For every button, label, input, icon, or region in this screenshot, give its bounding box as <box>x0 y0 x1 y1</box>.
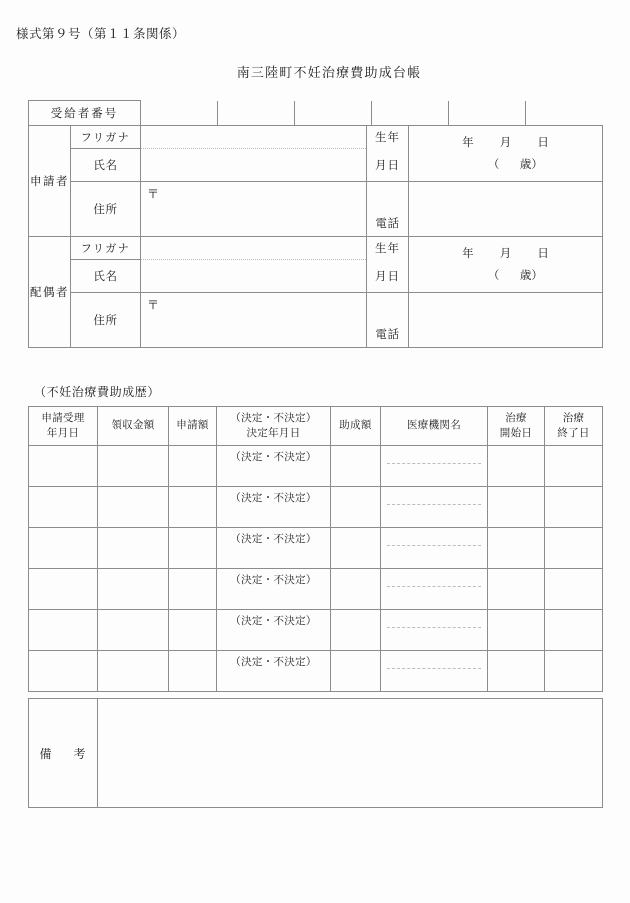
spouse-dob-label-line2: 月日 <box>367 260 409 293</box>
recipient-number-cell[interactable] <box>372 101 449 125</box>
recipient-number-cell[interactable] <box>526 101 603 125</box>
remarks-value[interactable] <box>98 699 603 808</box>
cell-receipt-date[interactable] <box>29 528 98 569</box>
dob-day-label: 日 <box>537 134 549 149</box>
applicant-name-value[interactable] <box>141 149 367 182</box>
cell-hospital[interactable] <box>381 446 488 487</box>
cell-decision[interactable]: （決定・不決定） <box>217 446 331 487</box>
cell-applied-amount[interactable] <box>169 610 217 651</box>
cell-applied-amount[interactable] <box>169 651 217 692</box>
cell-treat-start[interactable] <box>488 569 545 610</box>
cell-decision[interactable]: （決定・不決定） <box>217 651 331 692</box>
cell-treat-start[interactable] <box>488 487 545 528</box>
hospital-dashed-line <box>387 545 481 546</box>
spouse-name-value[interactable] <box>141 260 367 293</box>
recipient-number-cell[interactable] <box>141 101 218 125</box>
spouse-phone-label-spacer <box>367 293 409 321</box>
applicant-name-label: 氏名 <box>71 149 141 182</box>
history-col-receipt-amount: 領収金額 <box>98 407 169 446</box>
cell-treat-end[interactable] <box>545 446 603 487</box>
cell-receipt-amount[interactable] <box>98 610 169 651</box>
history-col-applied-amount: 申請額 <box>169 407 217 446</box>
cell-receipt-date[interactable] <box>29 569 98 610</box>
history-header-row <box>29 407 603 446</box>
recipient-number-cell[interactable] <box>218 101 295 125</box>
spouse-phone-label: 電話 <box>367 320 409 348</box>
dob-month-label: 月 <box>499 134 512 149</box>
applicant-phone-label: 電話 <box>367 209 409 237</box>
applicant-phone-value[interactable] <box>409 182 603 237</box>
cell-receipt-date[interactable] <box>29 651 98 692</box>
form-number: 様式第９号（第１１条関係） <box>16 26 186 41</box>
cell-treat-end[interactable] <box>545 569 603 610</box>
recipient-number-cell[interactable] <box>449 101 526 125</box>
dob-year-label: 年 <box>462 134 474 149</box>
spouse-address-row <box>29 293 603 321</box>
history-caption: （不妊治療費助成歴） <box>34 385 161 399</box>
applicant-address-label: 住所 <box>71 182 141 237</box>
applicant-dob-label-line2: 月日 <box>367 149 409 182</box>
spouse-phone-value[interactable] <box>409 293 603 348</box>
cell-receipt-amount[interactable] <box>98 651 169 692</box>
dob-age-open-paren: （ <box>487 267 500 282</box>
cell-treat-end[interactable] <box>545 528 603 569</box>
cell-receipt-date[interactable] <box>29 610 98 651</box>
hospital-dashed-line <box>387 463 481 464</box>
cell-receipt-amount[interactable] <box>98 487 169 528</box>
table-row <box>29 487 603 528</box>
cell-hospital[interactable] <box>381 610 488 651</box>
history-col-treat-end: 治療 終了日 <box>545 407 603 446</box>
cell-treat-start[interactable] <box>488 528 545 569</box>
table-row <box>29 446 603 487</box>
cell-receipt-amount[interactable] <box>98 446 169 487</box>
spouse-dob-label-line1: 生年 <box>367 237 409 260</box>
cell-treat-start[interactable] <box>488 651 545 692</box>
cell-applied-amount[interactable] <box>169 569 217 610</box>
recipient-number-label: 受給者番号 <box>29 101 141 126</box>
applicant-furigana-row <box>29 126 603 149</box>
spouse-address-value[interactable] <box>141 293 367 348</box>
cell-decision[interactable]: （決定・不決定） <box>217 487 331 528</box>
remarks-table <box>28 698 603 808</box>
cell-treat-end[interactable] <box>545 651 603 692</box>
applicant-phone-label-spacer <box>367 182 409 210</box>
cell-hospital[interactable] <box>381 528 488 569</box>
dob-age-unit: 歳） <box>519 156 543 171</box>
cell-applied-amount[interactable] <box>169 528 217 569</box>
applicant-group-label: 申請者 <box>29 126 71 237</box>
spouse-furigana-label: フリガナ <box>71 237 141 260</box>
cell-subsidy-amount[interactable] <box>331 487 381 528</box>
cell-decision[interactable]: （決定・不決定） <box>217 528 331 569</box>
history-table <box>28 406 603 692</box>
recipient-number-row <box>29 101 603 126</box>
cell-subsidy-amount[interactable] <box>331 651 381 692</box>
cell-hospital[interactable] <box>381 651 488 692</box>
table-row <box>29 528 603 569</box>
dob-age-unit: 歳） <box>519 267 543 282</box>
cell-decision[interactable]: （決定・不決定） <box>217 610 331 651</box>
applicant-address-row <box>29 182 603 210</box>
document-title-text: 南三陸町不妊治療費助成台帳 <box>236 66 422 81</box>
cell-subsidy-amount[interactable] <box>331 528 381 569</box>
cell-subsidy-amount[interactable] <box>331 610 381 651</box>
dob-age-open-paren: （ <box>487 156 500 171</box>
postal-mark-icon: 〒 <box>147 298 160 312</box>
cell-receipt-date[interactable] <box>29 487 98 528</box>
spouse-dob-value[interactable] <box>409 237 603 293</box>
spouse-furigana-value[interactable] <box>141 237 367 260</box>
cell-treat-start[interactable] <box>488 610 545 651</box>
remarks-row <box>29 699 603 808</box>
cell-subsidy-amount[interactable] <box>331 446 381 487</box>
applicant-address-value[interactable] <box>141 182 367 237</box>
cell-treat-end[interactable] <box>545 487 603 528</box>
hospital-dashed-line <box>387 504 481 505</box>
cell-hospital[interactable] <box>381 569 488 610</box>
cell-receipt-amount[interactable] <box>98 569 169 610</box>
cell-hospital[interactable] <box>381 487 488 528</box>
document-title <box>0 62 630 81</box>
history-col-subsidy-amount: 助成額 <box>331 407 381 446</box>
remarks-label: 備 考 <box>29 699 98 808</box>
history-col-receipt-date: 申請受理 年月日 <box>29 407 98 446</box>
cell-receipt-amount[interactable] <box>98 528 169 569</box>
table-row <box>29 651 603 692</box>
history-col-decision-date: （決定・不決定） 決定年月日 <box>217 407 331 446</box>
spouse-group-label: 配偶者 <box>29 237 71 348</box>
cell-decision[interactable]: （決定・不決定） <box>217 569 331 610</box>
cell-treat-start[interactable] <box>488 446 545 487</box>
cell-applied-amount[interactable] <box>169 487 217 528</box>
cell-receipt-date[interactable] <box>29 446 98 487</box>
dob-day-label: 日 <box>537 245 549 260</box>
applicant-furigana-label: フリガナ <box>71 126 141 149</box>
hospital-dashed-line <box>387 668 481 669</box>
hospital-dashed-line <box>387 627 481 628</box>
spouse-name-label: 氏名 <box>71 260 141 293</box>
cell-applied-amount[interactable] <box>169 446 217 487</box>
spouse-furigana-row <box>29 237 603 260</box>
postal-mark-icon: 〒 <box>147 187 160 201</box>
dob-year-label: 年 <box>462 245 474 260</box>
hospital-dashed-line <box>387 586 481 587</box>
table-row <box>29 569 603 610</box>
applicant-table <box>28 100 603 348</box>
recipient-number-cell[interactable] <box>295 101 372 125</box>
applicant-dob-label-line1: 生年 <box>367 126 409 149</box>
applicant-dob-value[interactable] <box>409 126 603 182</box>
applicant-furigana-value[interactable] <box>141 126 367 149</box>
history-col-hospital: 医療機関名 <box>381 407 488 446</box>
cell-subsidy-amount[interactable] <box>331 569 381 610</box>
history-col-treat-start: 治療 開始日 <box>488 407 545 446</box>
table-row <box>29 610 603 651</box>
spouse-address-label: 住所 <box>71 293 141 348</box>
cell-treat-end[interactable] <box>545 610 603 651</box>
dob-month-label: 月 <box>499 245 512 260</box>
